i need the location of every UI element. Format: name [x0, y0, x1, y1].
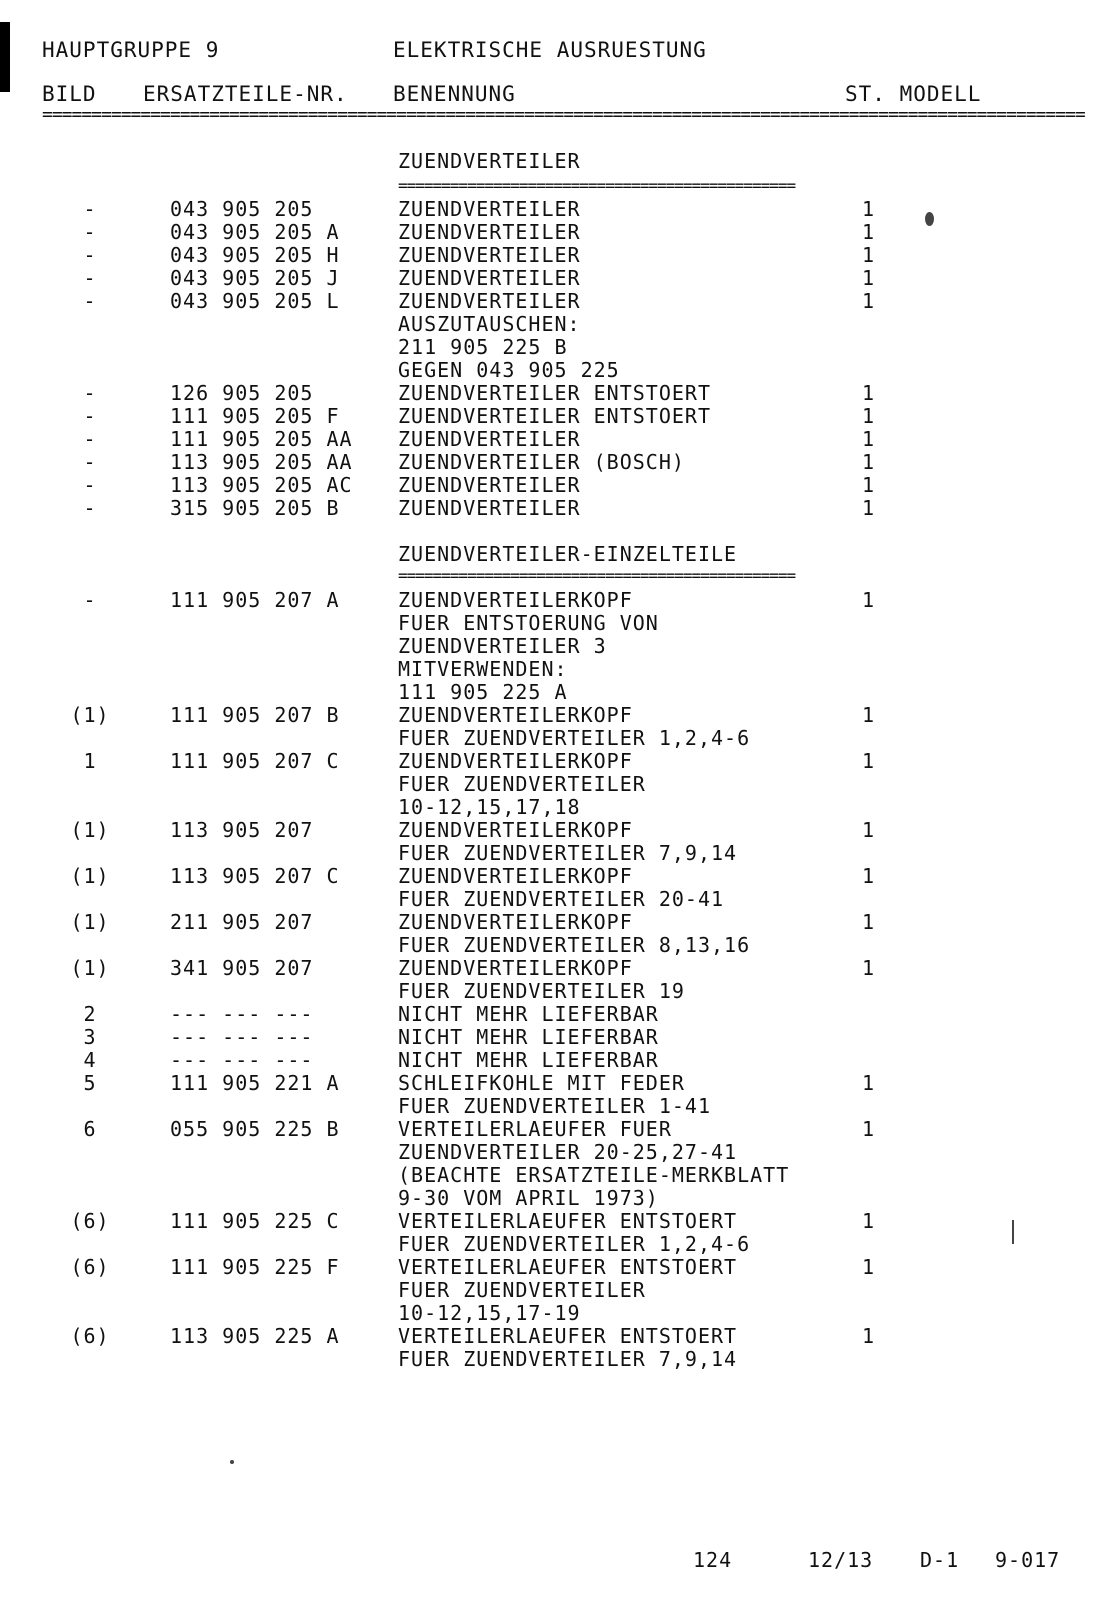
cell-description: (BEACHTE ERSATZTEILE-MERKBLATT: [398, 1163, 790, 1187]
cell-part-number: 111 905 225 C: [170, 1209, 340, 1233]
cell-description: FUER ENTSTOERUNG VON: [398, 611, 659, 635]
table-row: [0, 727, 1109, 750]
table-row: [0, 1325, 1109, 1348]
cell-description: ZUENDVERTEILER: [398, 149, 581, 173]
cell-bild: -: [83, 404, 97, 428]
table-row: [0, 543, 1109, 566]
table-row: [0, 635, 1109, 658]
cell-quantity: 1: [862, 496, 876, 520]
table-row: [0, 1279, 1109, 1302]
cell-description: FUER ZUENDVERTEILER 1,2,4-6: [398, 1232, 751, 1256]
table-row: [0, 1141, 1109, 1164]
cell-description: NICHT MEHR LIEFERBAR: [398, 1002, 659, 1026]
table-row: [0, 474, 1109, 497]
cell-description: VERTEILERLAEUFER ENTSTOERT: [398, 1324, 738, 1348]
cell-quantity: 1: [862, 197, 876, 221]
table-row: [0, 405, 1109, 428]
section-underline: ==============================================: [398, 570, 796, 582]
cell-part-number: 043 905 205 L: [170, 289, 340, 313]
cell-bild: 1: [83, 749, 97, 773]
table-row: [0, 359, 1109, 382]
cell-part-number: 043 905 205 A: [170, 220, 340, 244]
cell-description: ZUENDVERTEILER: [398, 289, 581, 313]
cell-bild: -: [83, 220, 97, 244]
cell-part-number: 055 905 225 B: [170, 1117, 340, 1141]
cell-part-number: 315 905 205 B: [170, 496, 340, 520]
cell-part-number: 113 905 225 A: [170, 1324, 340, 1348]
cell-description: ZUENDVERTEILER: [398, 266, 581, 290]
scan-speck: [1012, 1220, 1014, 1244]
cell-quantity: 1: [862, 450, 876, 474]
table-row: [0, 1302, 1109, 1325]
cell-description: ZUENDVERTEILERKOPF: [398, 749, 633, 773]
cell-part-number: 113 905 205 AA: [170, 450, 353, 474]
cell-description: FUER ZUENDVERTEILER 7,9,14: [398, 841, 738, 865]
cell-bild: 2: [83, 1002, 97, 1026]
cell-description: GEGEN 043 905 225: [398, 358, 620, 382]
cell-bild: -: [83, 450, 97, 474]
table-row: [0, 819, 1109, 842]
table-row: [0, 1072, 1109, 1095]
table-row: [0, 451, 1109, 474]
cell-description: ZUENDVERTEILER-EINZELTEILE: [398, 542, 738, 566]
scan-speck: [925, 212, 934, 226]
cell-bild: 5: [83, 1071, 97, 1095]
cell-description: 10-12,15,17,18: [398, 795, 581, 819]
cell-description: FUER ZUENDVERTEILER 19: [398, 979, 685, 1003]
table-row: [0, 1095, 1109, 1118]
cell-description: ZUENDVERTEILER: [398, 496, 581, 520]
footer-date: 12/13: [808, 1548, 874, 1572]
table-row: [0, 980, 1109, 1003]
cell-description: ZUENDVERTEILERKOPF: [398, 703, 633, 727]
cell-description: FUER ZUENDVERTEILER: [398, 772, 646, 796]
cell-description: ZUENDVERTEILER: [398, 220, 581, 244]
cell-part-number: 341 905 207: [170, 956, 314, 980]
cell-part-number: 126 905 205: [170, 381, 314, 405]
section-title: ELEKTRISCHE AUSRUESTUNG: [393, 38, 707, 62]
table-row: [0, 1003, 1109, 1026]
column-header-description: BENENNUNG: [393, 82, 516, 106]
table-row: [0, 244, 1109, 267]
table-row: [0, 911, 1109, 934]
table-row: [0, 1256, 1109, 1279]
cell-description: FUER ZUENDVERTEILER: [398, 1278, 646, 1302]
cell-quantity: 1: [862, 818, 876, 842]
cell-part-number: --- --- ---: [170, 1002, 314, 1026]
cell-description: 10-12,15,17-19: [398, 1301, 581, 1325]
cell-quantity: 1: [862, 588, 876, 612]
table-row: [0, 612, 1109, 635]
table-row: [0, 221, 1109, 244]
cell-bild: (1): [70, 703, 110, 727]
cell-bild: (6): [70, 1324, 110, 1348]
cell-bild: (1): [70, 818, 110, 842]
cell-quantity: 1: [862, 1255, 876, 1279]
cell-part-number: 043 905 205 H: [170, 243, 340, 267]
cell-part-number: 111 905 207 A: [170, 588, 340, 612]
cell-description: FUER ZUENDVERTEILER 20-41: [398, 887, 725, 911]
table-row: [0, 313, 1109, 336]
table-row: [0, 1348, 1109, 1371]
cell-description: SCHLEIFKOHLE MIT FEDER: [398, 1071, 685, 1095]
cell-bild: -: [83, 381, 97, 405]
cell-description: VERTEILERLAEUFER ENTSTOERT: [398, 1209, 738, 1233]
table-row: [0, 150, 1109, 173]
cell-quantity: 1: [862, 749, 876, 773]
table-row: [0, 428, 1109, 451]
cell-description: ZUENDVERTEILER: [398, 427, 581, 451]
table-row: [0, 336, 1109, 359]
table-row: [0, 957, 1109, 980]
table-row: [0, 589, 1109, 612]
cell-quantity: 1: [862, 864, 876, 888]
cell-description: ZUENDVERTEILER 3: [398, 634, 607, 658]
cell-part-number: 043 905 205: [170, 197, 314, 221]
cell-bild: -: [83, 289, 97, 313]
cell-description: FUER ZUENDVERTEILER 1-41: [398, 1094, 711, 1118]
cell-bild: -: [83, 266, 97, 290]
cell-bild: -: [83, 427, 97, 451]
cell-part-number: 113 905 207: [170, 818, 314, 842]
table-row: [0, 267, 1109, 290]
table-row: [0, 1164, 1109, 1187]
table-row: [0, 1210, 1109, 1233]
cell-part-number: 111 905 225 F: [170, 1255, 340, 1279]
header-divider: ==========================================================================================================: [42, 108, 1085, 122]
cell-description: ZUENDVERTEILER ENTSTOERT: [398, 404, 711, 428]
footer-sheet-code: 9-017: [995, 1548, 1061, 1572]
cell-quantity: 1: [862, 404, 876, 428]
cell-part-number: 111 905 207 C: [170, 749, 340, 773]
footer-page-number: 124: [693, 1548, 733, 1572]
cell-quantity: 1: [862, 289, 876, 313]
column-header-part-number: ERSATZTEILE-NR.: [143, 82, 348, 106]
cell-quantity: 1: [862, 956, 876, 980]
table-row: [0, 1187, 1109, 1210]
cell-part-number: 111 905 207 B: [170, 703, 340, 727]
cell-quantity: 1: [862, 1209, 876, 1233]
cell-part-number: 111 905 205 AA: [170, 427, 353, 451]
cell-bild: (1): [70, 956, 110, 980]
cell-quantity: 1: [862, 1117, 876, 1141]
cell-description: ZUENDVERTEILER 20-25,27-41: [398, 1140, 738, 1164]
cell-bild: -: [83, 197, 97, 221]
cell-bild: (6): [70, 1209, 110, 1233]
cell-description: MITVERWENDEN:: [398, 657, 568, 681]
cell-quantity: 1: [862, 243, 876, 267]
table-row: [0, 842, 1109, 865]
cell-description: ZUENDVERTEILER ENTSTOERT: [398, 381, 711, 405]
cell-description: NICHT MEHR LIEFERBAR: [398, 1048, 659, 1072]
cell-description: ZUENDVERTEILERKOPF: [398, 910, 633, 934]
cell-bild: 6: [83, 1117, 97, 1141]
cell-bild: (6): [70, 1255, 110, 1279]
cell-quantity: 1: [862, 910, 876, 934]
section-underline: ==============================================: [398, 180, 796, 192]
cell-part-number: 111 905 221 A: [170, 1071, 340, 1095]
cell-description: ZUENDVERTEILER: [398, 197, 581, 221]
table-row: [0, 1026, 1109, 1049]
cell-bild: 3: [83, 1025, 97, 1049]
cell-description: ZUENDVERTEILER (BOSCH): [398, 450, 685, 474]
cell-bild: -: [83, 243, 97, 267]
table-row: [0, 796, 1109, 819]
cell-bild: -: [83, 588, 97, 612]
column-header-qty-model: ST. MODELL: [845, 82, 982, 106]
main-group-label: HAUPTGRUPPE 9: [42, 38, 220, 62]
cell-description: AUSZUTAUSCHEN:: [398, 312, 581, 336]
table-row: [0, 888, 1109, 911]
table-row: [0, 934, 1109, 957]
column-header-bild: BILD: [42, 82, 97, 106]
cell-description: ZUENDVERTEILERKOPF: [398, 864, 633, 888]
table-row: [0, 658, 1109, 681]
cell-description: FUER ZUENDVERTEILER 1,2,4-6: [398, 726, 751, 750]
cell-part-number: --- --- ---: [170, 1048, 314, 1072]
cell-description: 9-30 VOM APRIL 1973): [398, 1186, 659, 1210]
cell-description: FUER ZUENDVERTEILER 7,9,14: [398, 1347, 738, 1371]
scan-edge-mark: [0, 22, 10, 92]
cell-quantity: 1: [862, 427, 876, 451]
table-row: [0, 750, 1109, 773]
table-row: [0, 1049, 1109, 1072]
cell-part-number: 211 905 207: [170, 910, 314, 934]
cell-part-number: 113 905 207 C: [170, 864, 340, 888]
cell-description: 111 905 225 A: [398, 680, 568, 704]
cell-description: ZUENDVERTEILERKOPF: [398, 588, 633, 612]
cell-bild: -: [83, 473, 97, 497]
cell-description: 211 905 225 B: [398, 335, 568, 359]
cell-part-number: 111 905 205 F: [170, 404, 340, 428]
cell-description: NICHT MEHR LIEFERBAR: [398, 1025, 659, 1049]
table-row: [0, 865, 1109, 888]
cell-quantity: 1: [862, 473, 876, 497]
scan-speck: [230, 1460, 234, 1464]
table-row: [0, 704, 1109, 727]
cell-quantity: 1: [862, 220, 876, 244]
cell-quantity: 1: [862, 1324, 876, 1348]
table-row: [0, 1118, 1109, 1141]
table-row: [0, 497, 1109, 520]
cell-quantity: 1: [862, 266, 876, 290]
table-row: [0, 1233, 1109, 1256]
cell-description: FUER ZUENDVERTEILER 8,13,16: [398, 933, 751, 957]
table-row: [0, 773, 1109, 796]
cell-description: ZUENDVERTEILER: [398, 243, 581, 267]
cell-part-number: 043 905 205 J: [170, 266, 340, 290]
cell-description: VERTEILERLAEUFER FUER: [398, 1117, 672, 1141]
table-row: [0, 681, 1109, 704]
cell-quantity: 1: [862, 1071, 876, 1095]
table-row: [0, 198, 1109, 221]
cell-bild: 4: [83, 1048, 97, 1072]
footer-code: D-1: [920, 1548, 960, 1572]
table-row: [0, 382, 1109, 405]
cell-bild: (1): [70, 910, 110, 934]
cell-part-number: --- --- ---: [170, 1025, 314, 1049]
cell-bild: -: [83, 496, 97, 520]
cell-quantity: 1: [862, 381, 876, 405]
cell-description: ZUENDVERTEILER: [398, 473, 581, 497]
cell-description: ZUENDVERTEILERKOPF: [398, 956, 633, 980]
cell-quantity: 1: [862, 703, 876, 727]
cell-part-number: 113 905 205 AC: [170, 473, 353, 497]
cell-bild: (1): [70, 864, 110, 888]
table-row: [0, 290, 1109, 313]
cell-description: VERTEILERLAEUFER ENTSTOERT: [398, 1255, 738, 1279]
cell-description: ZUENDVERTEILERKOPF: [398, 818, 633, 842]
